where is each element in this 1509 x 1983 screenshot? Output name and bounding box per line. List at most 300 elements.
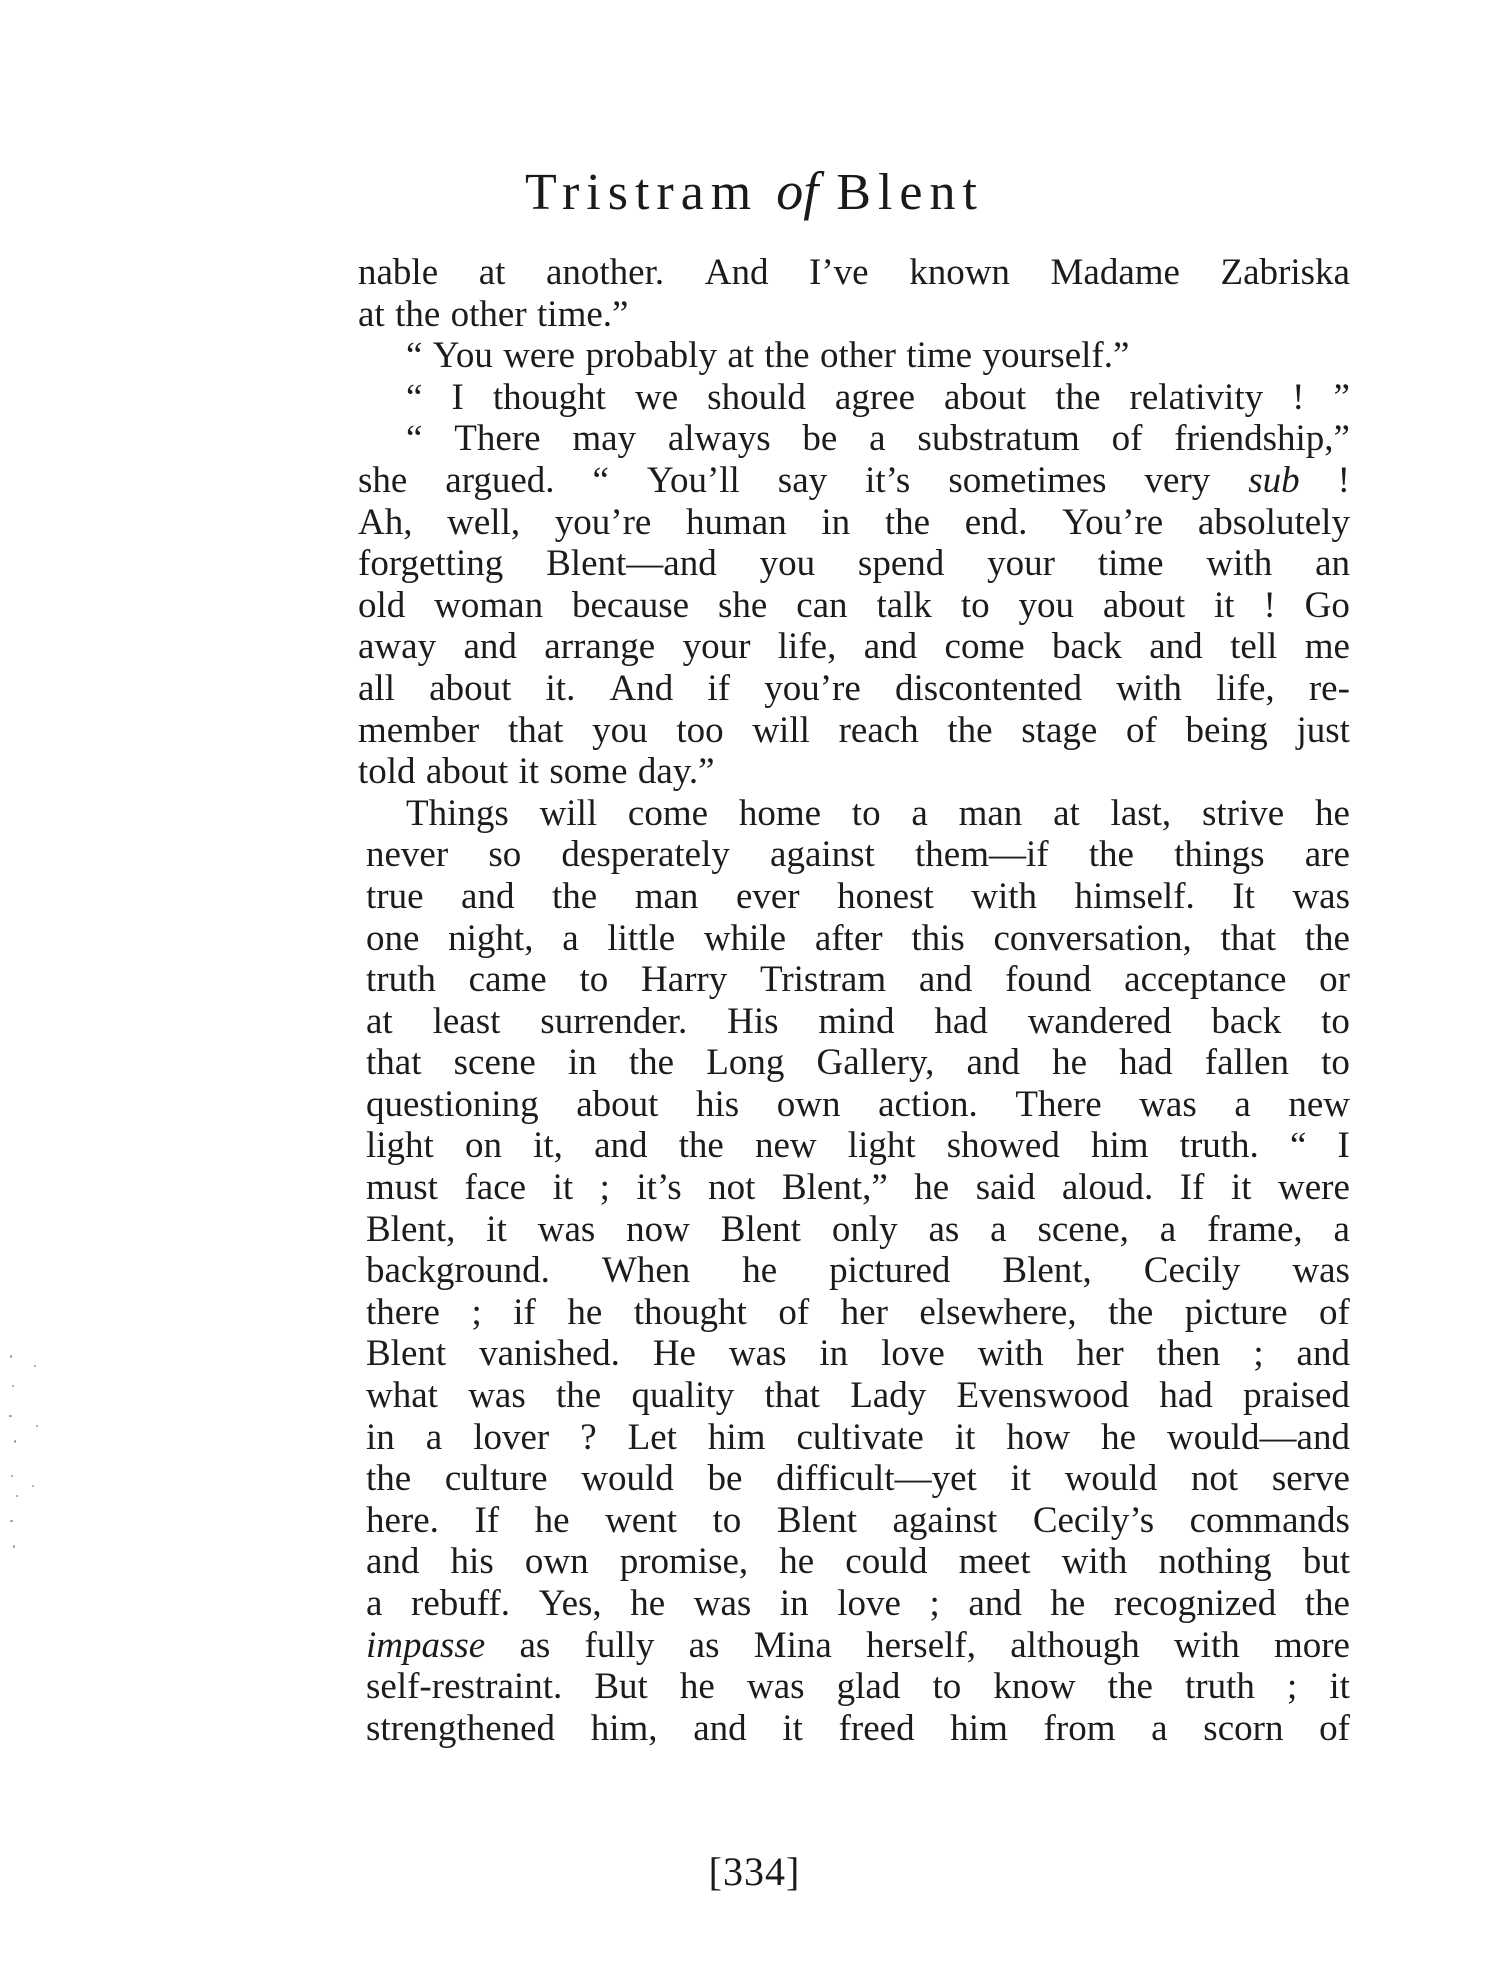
- word: fully: [584, 1624, 655, 1666]
- word: should: [707, 376, 806, 418]
- word: true: [366, 875, 424, 917]
- word: in: [567, 1042, 597, 1084]
- word: re-: [1308, 667, 1350, 709]
- word: praised: [1243, 1375, 1350, 1417]
- word: and: [918, 959, 973, 1001]
- word: things: [1174, 834, 1265, 876]
- word: Lady: [850, 1375, 927, 1417]
- word: tell: [1230, 626, 1278, 668]
- word: When: [601, 1250, 691, 1292]
- word: the: [1055, 376, 1101, 418]
- word: come: [944, 626, 1025, 668]
- word: it: [1213, 584, 1235, 626]
- word: discontented: [894, 667, 1082, 709]
- word: me: [1304, 626, 1350, 668]
- word: on: [464, 1125, 502, 1167]
- word: last,: [1110, 792, 1172, 834]
- word: truth: [1184, 1666, 1255, 1708]
- word: It: [1232, 875, 1255, 917]
- margin-specks: [4, 1345, 52, 1565]
- word: must: [366, 1167, 438, 1209]
- word: a: [425, 1416, 443, 1458]
- word: “: [406, 376, 423, 418]
- word: it,: [533, 1125, 563, 1167]
- word: And: [704, 252, 769, 293]
- word: this: [911, 917, 965, 959]
- word: difficult—yet: [776, 1458, 977, 1500]
- word: time: [906, 335, 973, 377]
- word: yourself.”: [982, 335, 1130, 377]
- word: Blent,”: [781, 1167, 888, 1209]
- word: he: [534, 1499, 570, 1541]
- word: own: [776, 1083, 841, 1125]
- word: Blent,: [366, 1208, 456, 1250]
- word: the: [1304, 917, 1350, 959]
- word: But: [594, 1666, 648, 1708]
- word: what: [366, 1375, 438, 1417]
- word: other: [819, 335, 896, 377]
- word: of: [1319, 1291, 1350, 1333]
- body-text: [358, 252, 1350, 1749]
- word: Ah,: [358, 501, 413, 543]
- word: only: [831, 1208, 898, 1250]
- word: Blent: [366, 1333, 447, 1375]
- word: forgetting: [358, 543, 504, 585]
- speck: [10, 1520, 13, 1522]
- word: probably: [585, 335, 717, 377]
- word: against: [770, 834, 875, 876]
- text-line: [358, 1417, 1350, 1459]
- text-line: [358, 585, 1350, 627]
- word: scene,: [1037, 1208, 1129, 1250]
- word: to: [1321, 1000, 1350, 1042]
- word: that: [764, 1375, 820, 1417]
- speck: [10, 1355, 12, 1358]
- text-line: [358, 1167, 1350, 1209]
- word: end.: [964, 501, 1028, 543]
- text-line: [358, 377, 1350, 419]
- word: man: [634, 875, 699, 917]
- word: had: [934, 1000, 988, 1042]
- word: and: [461, 875, 515, 917]
- word: There: [454, 418, 541, 460]
- word: honest: [837, 875, 934, 917]
- word: now: [626, 1208, 690, 1250]
- word: with: [971, 875, 1038, 917]
- word: it’s: [636, 1167, 682, 1209]
- word: self-restraint.: [366, 1666, 563, 1708]
- word: was: [1139, 1083, 1197, 1125]
- word: ;: [1286, 1666, 1298, 1708]
- word: time: [1097, 543, 1164, 585]
- word: you: [759, 543, 816, 585]
- word: !: [1292, 376, 1305, 418]
- word: he: [567, 1291, 603, 1333]
- word: we: [634, 376, 679, 418]
- word: ever: [735, 875, 800, 917]
- text-line: [358, 1541, 1350, 1583]
- word: how: [1006, 1416, 1071, 1458]
- word: from: [1043, 1707, 1116, 1749]
- word: told: [358, 751, 416, 793]
- word: I: [1337, 1125, 1350, 1167]
- word: will: [752, 709, 810, 751]
- word: about: [429, 667, 512, 709]
- word: as: [928, 1208, 960, 1250]
- word: nothing: [1158, 1541, 1272, 1583]
- word: I’ve: [809, 252, 869, 293]
- speck: [36, 1425, 38, 1427]
- word: him,: [590, 1707, 658, 1749]
- word: friendship,”: [1174, 418, 1350, 460]
- word: thought: [633, 1291, 747, 1333]
- word: little: [607, 917, 676, 959]
- word: aloud.: [1061, 1167, 1154, 1209]
- word: Things: [406, 792, 509, 834]
- word: ;: [929, 1583, 940, 1624]
- text-line: [358, 1001, 1350, 1043]
- text-line: [358, 543, 1350, 585]
- text-line: [358, 1458, 1350, 1500]
- word: to: [932, 1666, 962, 1708]
- word: Long: [706, 1042, 785, 1084]
- word: found: [1005, 959, 1092, 1001]
- word: the: [628, 1042, 675, 1084]
- speck: [11, 1475, 13, 1477]
- word: that: [507, 709, 564, 751]
- word: because: [572, 584, 690, 626]
- word: back: [1052, 626, 1122, 668]
- word: he: [679, 1666, 715, 1708]
- word: him: [1090, 1125, 1149, 1167]
- word: say: [777, 459, 828, 501]
- word: would: [1064, 1458, 1158, 1500]
- text-line: [358, 294, 1350, 336]
- word: Blent: [720, 1208, 801, 1250]
- word: come: [627, 792, 709, 834]
- page-number: [334]: [708, 1849, 801, 1894]
- word: was: [468, 1375, 526, 1417]
- word: after: [814, 917, 883, 959]
- word: Blent,: [1002, 1250, 1092, 1292]
- word: to: [1321, 1042, 1350, 1084]
- word: at: [1053, 792, 1080, 834]
- text-line: [358, 668, 1350, 710]
- word: was: [537, 1208, 596, 1250]
- word: with: [1173, 1624, 1240, 1666]
- word: love: [881, 1333, 945, 1375]
- word: said: [975, 1167, 1036, 1209]
- word: meet: [958, 1541, 1031, 1583]
- word: then: [1156, 1333, 1221, 1375]
- word: He: [652, 1333, 696, 1375]
- word: to: [579, 959, 609, 1001]
- word: ;: [1253, 1333, 1264, 1375]
- speck: [14, 1440, 16, 1443]
- word: may: [572, 418, 637, 460]
- word: if: [707, 667, 731, 709]
- word: life,: [777, 626, 837, 668]
- word: about: [425, 751, 509, 793]
- word: agree: [834, 376, 915, 418]
- word: Blent—and: [546, 543, 717, 585]
- word: it: [552, 1167, 574, 1209]
- word: are: [1304, 834, 1350, 876]
- word: of: [1126, 709, 1157, 751]
- word: life,: [1216, 667, 1275, 709]
- word: picture: [1184, 1291, 1288, 1333]
- word: if: [513, 1291, 536, 1333]
- word: There: [1015, 1083, 1102, 1125]
- word: was: [693, 1583, 752, 1624]
- word: back: [1211, 1000, 1282, 1042]
- word: always: [667, 418, 771, 460]
- text-line: [358, 502, 1350, 544]
- word: !: [1263, 584, 1276, 626]
- word: new: [1288, 1083, 1350, 1125]
- word: desperately: [561, 834, 730, 876]
- word: You’re: [1062, 501, 1164, 543]
- text-line: [358, 418, 1350, 460]
- word: stage: [1021, 709, 1098, 751]
- word: cultivate: [796, 1416, 924, 1458]
- text-line: [358, 793, 1350, 835]
- word: ”: [1333, 376, 1350, 418]
- word: too: [676, 709, 724, 751]
- speck: [12, 1385, 14, 1387]
- word: the: [552, 875, 598, 917]
- word: substratum: [917, 418, 1080, 460]
- word: more: [1273, 1624, 1350, 1666]
- word: questioning: [366, 1083, 539, 1125]
- word: with: [1206, 543, 1273, 585]
- word: had: [1159, 1375, 1213, 1417]
- word: would: [581, 1458, 674, 1500]
- word: conversation,: [993, 917, 1192, 959]
- word: was: [1292, 875, 1350, 917]
- word: you’re: [554, 501, 652, 543]
- word: to: [712, 1499, 742, 1541]
- word: action.: [878, 1083, 978, 1125]
- word: spend: [857, 543, 945, 585]
- text-line: [358, 1084, 1350, 1126]
- text-line: [358, 1500, 1350, 1542]
- word: the: [395, 293, 441, 335]
- word: scene: [453, 1042, 536, 1084]
- word: at: [478, 252, 506, 293]
- word: a: [1151, 1707, 1168, 1749]
- word: reach: [838, 709, 919, 751]
- word: at: [366, 1000, 393, 1042]
- word: Blent: [776, 1499, 857, 1541]
- word: there: [366, 1291, 440, 1333]
- word: Go: [1304, 584, 1350, 626]
- word: the: [764, 335, 810, 377]
- word: he: [742, 1250, 778, 1292]
- text-line: [358, 1209, 1350, 1251]
- word: in: [779, 1583, 809, 1624]
- word: Mina: [753, 1624, 832, 1666]
- word: never: [366, 834, 449, 876]
- word: them—if: [915, 834, 1049, 876]
- speck: [34, 1365, 36, 1367]
- word: it: [954, 1416, 976, 1458]
- word: Yes,: [538, 1583, 602, 1624]
- word: fallen: [1204, 1042, 1289, 1084]
- word: quality: [631, 1375, 735, 1417]
- word: Cecily: [1143, 1250, 1241, 1292]
- word: truth.: [1179, 1125, 1259, 1167]
- word: love: [837, 1583, 901, 1624]
- word: acceptance: [1124, 959, 1287, 1001]
- word: other: [450, 293, 527, 335]
- text-line: [358, 626, 1350, 668]
- word: !: [1337, 459, 1350, 501]
- word: your: [682, 626, 751, 668]
- word: all: [358, 667, 395, 709]
- word: truth: [366, 959, 436, 1001]
- word: arrange: [544, 626, 656, 668]
- text-line: [358, 252, 1350, 294]
- word: your: [987, 543, 1055, 585]
- speck: [9, 1415, 12, 1417]
- word: culture: [444, 1458, 548, 1500]
- word: not: [1190, 1458, 1239, 1500]
- text-line: [358, 1250, 1350, 1292]
- word: with: [1061, 1541, 1128, 1583]
- word: away: [358, 626, 437, 668]
- word: vanished.: [479, 1333, 620, 1375]
- word: pictured: [829, 1250, 951, 1292]
- word: just: [1296, 709, 1350, 751]
- word: it: [518, 751, 540, 793]
- word: His: [727, 1000, 779, 1042]
- word: although: [1010, 1624, 1140, 1666]
- word: new: [755, 1125, 817, 1167]
- word: about: [1102, 584, 1186, 626]
- word: and: [463, 626, 517, 668]
- word: human: [686, 501, 787, 543]
- word: the: [1304, 1583, 1350, 1624]
- word: Cecily’s: [1032, 1499, 1155, 1541]
- word: “: [1289, 1125, 1307, 1167]
- word: as: [519, 1624, 551, 1666]
- word: while: [703, 917, 787, 959]
- word: woman: [434, 584, 544, 626]
- word: the: [555, 1375, 602, 1417]
- word: himself.: [1074, 875, 1195, 917]
- word: known: [909, 252, 1010, 293]
- word: her: [840, 1291, 888, 1333]
- word: he: [1101, 1416, 1137, 1458]
- text-line: [358, 834, 1350, 876]
- text-line: [358, 918, 1350, 960]
- word: another.: [545, 252, 665, 293]
- word: it: [486, 1208, 507, 1250]
- text-line: [358, 1125, 1350, 1167]
- word: You’ll: [646, 459, 740, 501]
- speck: [32, 1485, 34, 1487]
- word: came: [468, 959, 547, 1001]
- word: she: [358, 459, 408, 501]
- word: him: [950, 1707, 1008, 1749]
- word: well,: [447, 501, 521, 543]
- word: nable: [358, 252, 439, 293]
- word: you’re: [764, 667, 861, 709]
- word: a: [1159, 1208, 1177, 1250]
- word: herself,: [866, 1624, 976, 1666]
- word: were: [1278, 1167, 1350, 1209]
- word: light: [847, 1125, 916, 1167]
- word: and: [966, 1042, 1020, 1084]
- word: she: [717, 584, 768, 626]
- word: And: [609, 667, 674, 709]
- word: ;: [599, 1167, 610, 1209]
- word: against: [892, 1499, 998, 1541]
- word: in: [821, 501, 851, 543]
- word: it: [1010, 1458, 1032, 1500]
- text-line: [358, 710, 1350, 752]
- word: the: [1107, 1666, 1153, 1708]
- word: a: [911, 792, 928, 834]
- text-line: [358, 1375, 1350, 1417]
- word: will: [539, 792, 598, 834]
- speck: [13, 1545, 15, 1548]
- word: glad: [836, 1666, 901, 1708]
- word: in: [819, 1333, 849, 1375]
- word: was: [1292, 1250, 1350, 1292]
- word: the: [1088, 834, 1134, 876]
- word: he: [1314, 792, 1350, 834]
- word: of: [1319, 1707, 1350, 1749]
- word: one: [366, 917, 420, 959]
- text-line: [358, 1292, 1350, 1334]
- word: and: [1296, 1333, 1350, 1375]
- word: as: [688, 1624, 720, 1666]
- text-line: [358, 1333, 1350, 1375]
- word: a: [1234, 1083, 1251, 1125]
- word: him: [707, 1416, 766, 1458]
- word: but: [1302, 1541, 1350, 1583]
- word: had: [1119, 1042, 1173, 1084]
- word: not: [708, 1167, 756, 1209]
- word: at: [727, 335, 755, 377]
- word: about: [944, 376, 1027, 418]
- word: own: [524, 1541, 589, 1583]
- word: wandered: [1027, 1000, 1172, 1042]
- word: and: [1149, 626, 1203, 668]
- word: to: [851, 792, 881, 834]
- word: that: [1220, 917, 1276, 959]
- running-head-connector: of: [776, 161, 819, 221]
- text-line: [358, 876, 1350, 918]
- word: it: [1329, 1666, 1350, 1708]
- word: he: [1052, 1042, 1088, 1084]
- word: a: [562, 917, 579, 959]
- word: a: [1333, 1208, 1350, 1250]
- word: “: [592, 459, 609, 501]
- word: If: [1179, 1167, 1205, 1209]
- text-line: [358, 751, 1350, 793]
- word: ?: [580, 1416, 597, 1458]
- word: with: [977, 1333, 1044, 1375]
- word: “: [406, 418, 423, 460]
- word: Let: [627, 1416, 677, 1458]
- word: background.: [366, 1250, 550, 1292]
- word: member: [358, 709, 480, 751]
- running-head-title-right: Blent: [836, 164, 984, 221]
- word: at: [358, 293, 385, 335]
